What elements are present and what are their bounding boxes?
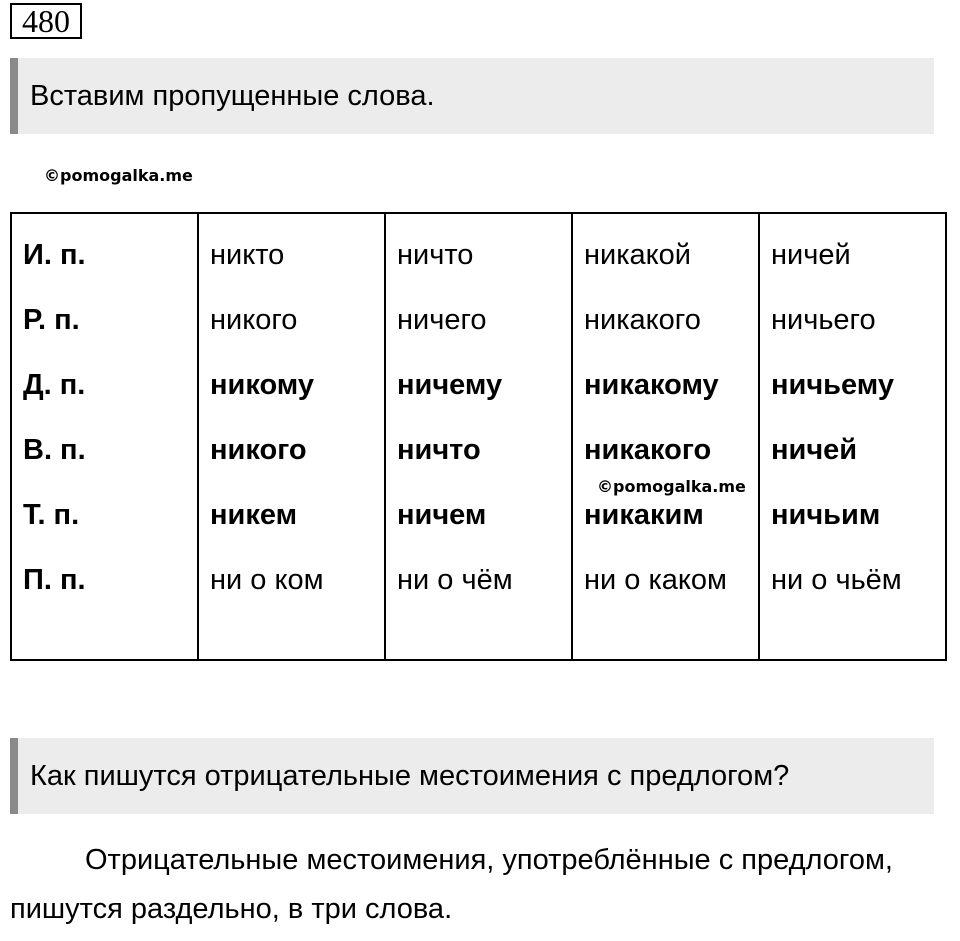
table-cell-filled: ничему <box>397 369 503 401</box>
case-label: В. п. <box>23 434 86 466</box>
table-cell: никого <box>210 304 298 336</box>
table-cell-filled: никому <box>210 369 315 401</box>
case-label: П. п. <box>23 564 86 596</box>
watermark-table: ©pomogalka.me <box>597 477 746 496</box>
table-cell-filled: ничто <box>397 434 481 466</box>
exercise-number: 480 <box>10 3 82 39</box>
table-cell-filled: ничей <box>771 434 858 466</box>
declension-table <box>10 212 947 661</box>
section-heading-insert-words: Вставим пропущенные слова. <box>10 58 934 134</box>
table-cell: никакой <box>584 239 692 271</box>
case-column <box>11 213 198 660</box>
answer-paragraph: Отрицательные местоимения, употреблённые с предлогом, пишутся раздельно, в три слова. <box>10 844 893 925</box>
case-label: И. п. <box>23 239 86 271</box>
table-cell-filled: никого <box>210 434 307 466</box>
case-label: Т. п. <box>23 499 80 531</box>
table-cell-filled: ничьим <box>771 499 881 531</box>
table-cell-filled: никакому <box>584 369 719 401</box>
watermark-top: ©pomogalka.me <box>44 166 193 185</box>
table-cell: ничей <box>771 239 851 271</box>
table-cell: ни о чём <box>397 564 513 596</box>
table-cell-filled: никем <box>210 499 298 531</box>
table-cell: ни о чьём <box>771 564 902 596</box>
table-cell: ничего <box>397 304 487 336</box>
pronoun-column-nikakoy <box>572 213 759 660</box>
table-cell: никто <box>210 239 285 271</box>
case-label: Р. п. <box>23 304 80 336</box>
pronoun-column-nikto <box>198 213 385 660</box>
pronoun-column-nichey <box>759 213 946 660</box>
case-label: Д. п. <box>23 369 86 401</box>
table-cell-filled: никакого <box>584 434 712 466</box>
table-cell-filled: ничьему <box>771 369 894 401</box>
table-cell: никакого <box>584 304 701 336</box>
table-cell-filled: ничем <box>397 499 487 531</box>
table-cell: ничьего <box>771 304 876 336</box>
section-heading-question: Как пишутся отрицательные местоимения с предлогом? <box>10 738 934 814</box>
table-cell: ни о каком <box>584 564 727 596</box>
table-cell-filled: никаким <box>584 499 704 531</box>
table-cell: ни о ком <box>210 564 324 596</box>
pronoun-column-nichto <box>385 213 572 660</box>
table-cell: ничто <box>397 239 474 271</box>
